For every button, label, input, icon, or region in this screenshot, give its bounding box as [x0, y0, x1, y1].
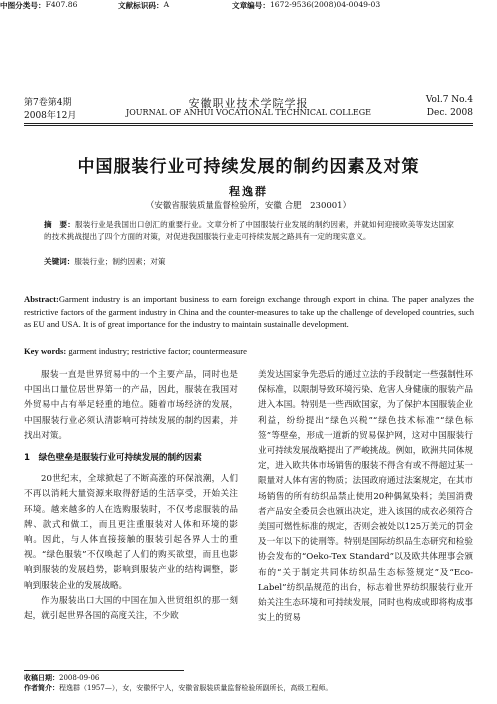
article-title: 中国服装行业可持续发展的制约因素及对策: [77, 157, 420, 177]
running-header-top: [24, 95, 473, 110]
body-column-right: [258, 368, 473, 626]
author-affiliation: （安徽省服装质量监督检验所，安徽 合肥 230001）: [145, 201, 352, 211]
body-column-left: [24, 368, 238, 624]
keywords-en-label: Key words:: [24, 346, 67, 356]
footnote-received: 收稿日期：2008-09-06: [24, 673, 100, 682]
keywords-cn: [44, 256, 454, 268]
abstract-en-label: Abstract:: [24, 294, 59, 304]
journal-name-en: JOURNAL OF ANHUI VOCATIONAL TECHNICAL COLLEGE: [126, 108, 371, 117]
classification-line: [0, 0, 410, 12]
abstract-cn: [44, 219, 454, 243]
abstract-en: [24, 293, 474, 331]
keywords-cn-text: 服装行业；制约因素；对策: [74, 257, 166, 266]
body-paragraph: 20世纪末，全球掀起了不断高涨的环保浪潮，人们不再以消耗大量资源来取得舒适的生活享受，开始关注环境。越来越多的人在选购服装时，不仅考虑服装的品牌、款式和做工，而且更注重服装对人体和环境的影响。因此，与人体直接接触的服装引起各界人士的重视。“绿色服装”不仅唤起了人们的购买欲望，而且也影响到服装的发展趋势，影响到服装产业的结构调整，影响到服装企业的发展战略。: [24, 474, 238, 591]
body-paragraph: 作为服装出口大国的中国在加入世贸组织的那一刻起，就引起世界各国的高度关注，不少欧: [24, 595, 238, 622]
author-name: 程逸群: [229, 185, 268, 198]
section-heading: 1 绿色壁垒是服装行业可持续发展的制约因素: [24, 453, 202, 464]
clc-number: 中图分类号： F407.86: [0, 0, 78, 10]
body-paragraph: 服装一直是世界贸易中的一个主要产品，同时也是中国出口量位居世界第一的产品，因此，服装在我国对外贸易中占有举足轻重的地位。随着市场经济的发展，中国服装行业必须认清影响可持续发展的制约因素，并找出对策。: [24, 370, 238, 441]
article-number: 文章编号： 1672-9536(2008)04-0049-03: [232, 0, 381, 10]
abstract-en-text: Garment industry is an important business to earn foreign exchange through export in china. The paper analyzes the restrictive factors of the garment industry in China and the counter-measures to take up the challenge of developed countries, such as EU and USA. It is of great importance for the industry to maintain sustainalle development.: [24, 294, 474, 329]
header-rule-top: [24, 123, 473, 124]
abstract-cn-text: 服装行业是我国出口创汇的重要行业。文章分析了中国服装行业发展的制约因素，并就如何迎接欧美等发达国家的技术挑战提出了四个方面的对策，对促进我国服装行业走可持续发展之路具有一定的现实意义。: [44, 220, 455, 241]
running-header-bottom: [24, 108, 473, 120]
issue-cn: 第7卷第4期: [24, 98, 72, 108]
keywords-en-text: garment industry; restrictive factor; countermeasure: [68, 346, 247, 356]
abstract-cn-label: 摘 要：: [44, 220, 75, 229]
footnote-author-intro: 作者简介：程逸群（1957—），女，安徽怀宁人，安徽省服装质量监督检验所副所长，高级工程师。: [24, 683, 333, 692]
journal-name-cn: 安徽职业技术学院学报: [188, 97, 309, 110]
volume-en: Vol.7 No.4: [425, 95, 473, 105]
footnote-rule: [24, 670, 184, 671]
document-code: 文献标识码： A: [118, 0, 170, 10]
keywords-en: [24, 345, 474, 358]
date-en: Dec. 2008: [426, 108, 473, 118]
date-cn: 2008年12月: [24, 111, 77, 121]
body-paragraph: 美发达国家争先恐后的通过立法的手段制定一些强制性环保标准，以限制导致环境污染、危害人身健康的服装产品进入本国。特别是一些西欧国家，为了保护本国服装企业利益，纷纷提出“绿色兴税”“绿色技术标准”“绿色标签”等壁垒，形成一道新的贸易保护网，这对中国服装行业可持续发展战略提出了严峻挑战。例如，欧洲共同体规定，进入欧共体市场销售的服装不得含有或不得超过某一限量对人体有害的物质；法国政府通过法案规定，在其市场销售的所有纺织品禁止使用20种偶氮染料；美国消费者产品安全委员会也颁出决定，进入该国的成衣必须符合美国可燃性标准的规定，否则会被处以125万美元的罚金及一年以下的徒刑等。特别是国际纺织品生态研究和检验协会发布的“Oeko-Tex Standard”以及欧共体理事会颁布的“关于制定共同体纺织品生态标签规定”及“Eco-Label”纺织品规范的出台，标志着世界纺织服装行业开始关注生态环境和可持续发展，同时也构成或即将构成事实上的贸易: [258, 370, 473, 624]
keywords-cn-label: 关键词：: [44, 257, 75, 266]
header-rule-bottom: [24, 125, 473, 126]
